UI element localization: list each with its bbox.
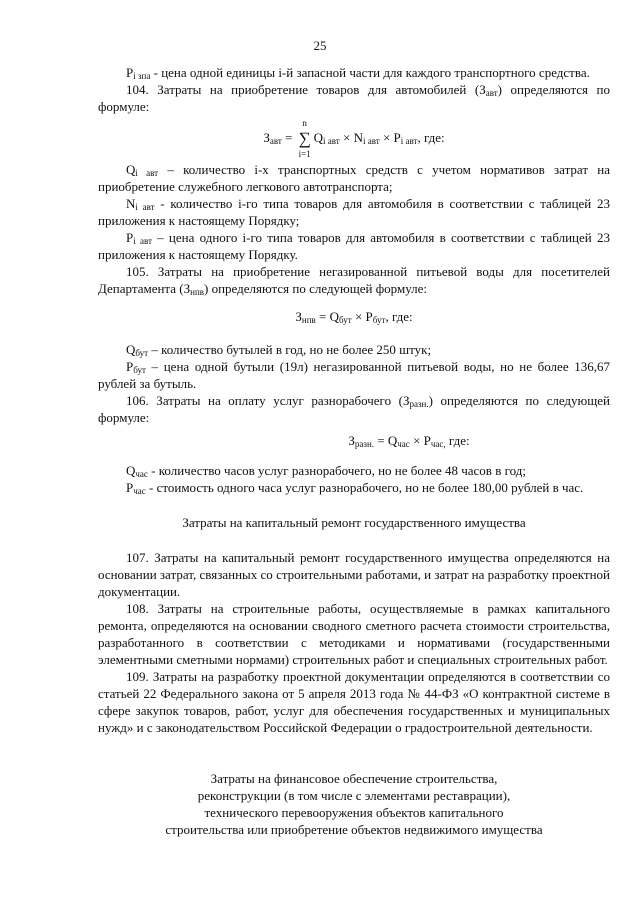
definition-106-p: $P_{час}$ - стоимость одного часа услуг разнорабочего, но не более 180,00 рублей в час. bbox=[126, 480, 584, 496]
formula-106: $З_{разн.} = Q_{час} \times P_{час,}$ где: bbox=[348, 433, 470, 449]
paragraph-109: 109. Затраты на разработку проектной документации определяются в соответствии со статьей 22 Федерального закона от 5 апреля 2013 года № 44-ФЗ «О контрактной системе в сфере закупок товаров, работ, услуг для обеспечения государственных и муниципальных нужд» и с законодательством Российской Федерации о градостроительной деятельности. bbox=[98, 669, 610, 735]
section-heading-line: строительства или приобретение объектов недвижимого имущества bbox=[165, 822, 543, 837]
section-heading-line: Затраты на финансовое обеспечение строительства, bbox=[210, 771, 498, 786]
paragraph-108: 108. Затраты на строительные работы, осуществляемые в рамках капитального ремонта, определяются на основании сводного сметного расчета стоимости строительства, разработанного в соответствии с методиками и нормативами (государственными элементными сметными нормами) строительных работ и специальных строительных работ. bbox=[98, 601, 610, 667]
section-heading-line: технического перевооружения объектов капитального bbox=[204, 805, 504, 820]
definition-105-p: $P_{бут}$ – цена одной бутыли (19л) негазированной питьевой воды, но не более 136,67 рублей за бутыль. bbox=[98, 359, 610, 391]
definition-104-n: $N_{i авт}$ - количество i-го типа товаров для автомобиля в соответствии с таблицей 23 приложения к настоящему Порядку; bbox=[98, 196, 610, 228]
paragraph-106: 106. Затраты на оплату услуг разнорабочего $(З_{разн.})$ определяются по следующей формуле: bbox=[98, 393, 610, 425]
document-body bbox=[98, 64, 610, 838]
definition-105-q: $Q_{бут}$ – количество бутылей в год, но не более 250 штук; bbox=[126, 342, 432, 358]
definition-104-p: $P_{i авт}$ – цена одного i-го типа товаров для автомобиля в соответствии с таблицей 23 приложения к настоящему Порядку. bbox=[98, 230, 610, 262]
formula-105: $З_{нпв} = Q_{бут} \times P_{бут}$, где: bbox=[295, 309, 413, 325]
definition-106-q: $Q_{час}$ - количество часов услуг разнорабочего, но не более 48 часов в год; bbox=[126, 463, 526, 479]
section-heading-line: реконструкции (в том числе с элементами реставрации), bbox=[197, 788, 511, 803]
section-heading-capital-repair: Затраты на капитальный ремонт государственного имущества bbox=[182, 515, 526, 530]
formula-104: $З_{авт}$ = n ∑ i=1 $Q_{i авт} \times N_{i авт} \times P_{i авт}$, где: bbox=[263, 118, 445, 160]
paragraph-107: 107. Затраты на капитальный ремонт государственного имущества определяются на основании затрат, связанных со строительными работами, и затрат на разработку проектной документации. bbox=[98, 550, 610, 599]
definition-104-q: $Q_{i авт}$ – количество i-х транспортных средств с учетом нормативов затрат на приобретение служебного легкового автотранспорта; bbox=[98, 162, 610, 194]
sum-operator: n ∑ i=1 bbox=[298, 118, 311, 160]
definition-spare-part-price: $P_{i зпа}$ - цена одной единицы i-й запасной части для каждого транспортного средства. bbox=[126, 65, 590, 81]
paragraph-104: 104. Затраты на приобретение товаров для автомобилей $(З_{авт})$ определяются по формуле: bbox=[98, 82, 610, 114]
section-heading-construction bbox=[98, 770, 610, 838]
page-number: 25 bbox=[313, 38, 327, 53]
paragraph-105: 105. Затраты на приобретение негазированной питьевой воды для посетителей Департамента $(З_{нпв})$ определяются по следующей формуле: bbox=[98, 264, 610, 297]
